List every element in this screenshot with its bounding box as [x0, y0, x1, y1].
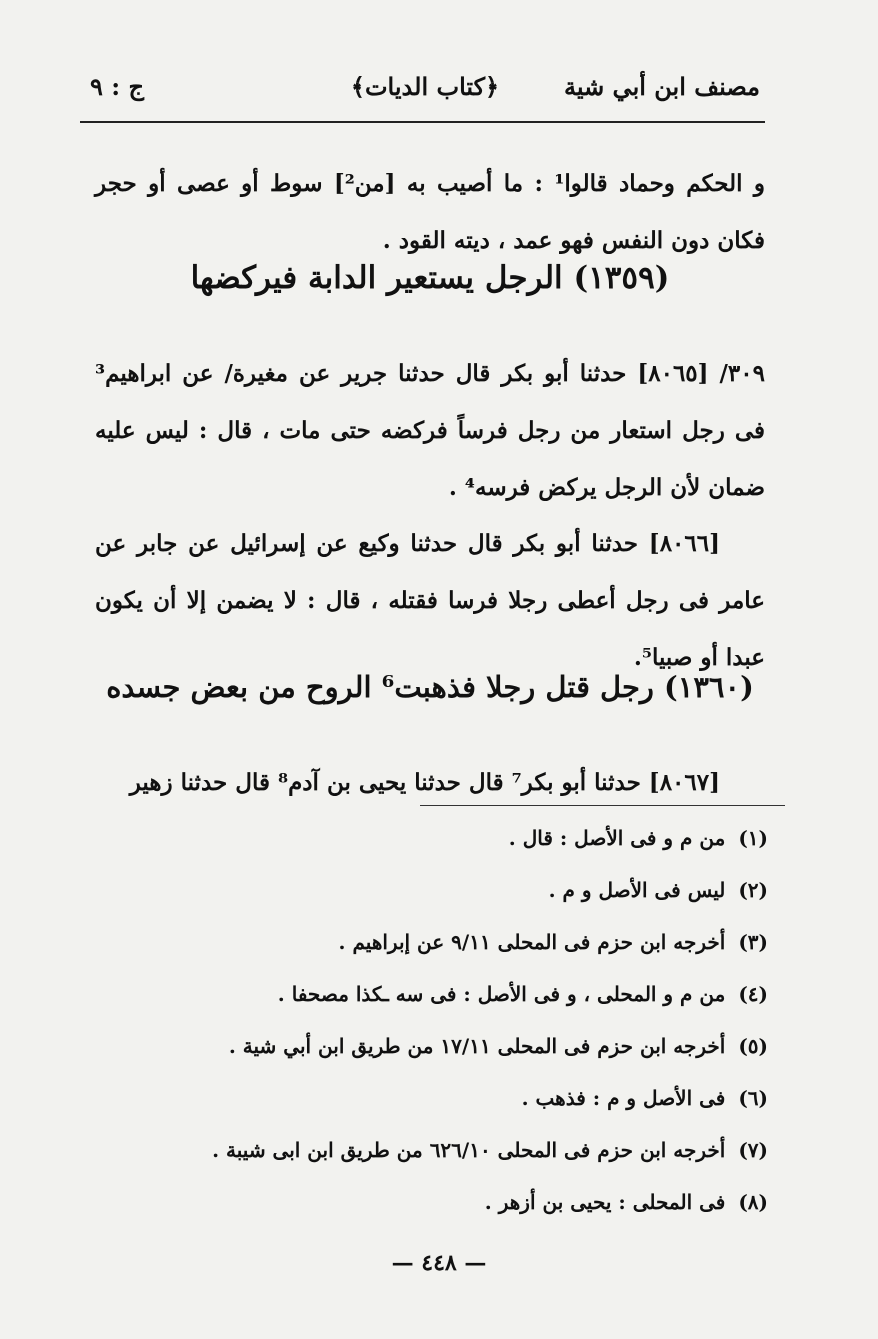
footnote [248, 826, 768, 878]
volume-number: ج : ٩ [90, 72, 144, 101]
footnote [248, 982, 768, 1034]
footnote [248, 878, 768, 930]
footnote-number: (٤) [738, 982, 768, 1006]
paragraph-1: و الحكم وحماد قالوا¹ : ما أصيب به [من²] سوط أو عصى أو حجر فكان دون النفس فهو عمد ، ديته القود . [95, 170, 765, 254]
footnote-number: (١) [738, 826, 768, 850]
footnote-number: (٧) [738, 1138, 768, 1162]
footnotes-list [212, 826, 768, 1242]
footnote-number: (٥) [738, 1034, 768, 1058]
footnote-number: (٨) [738, 1190, 768, 1214]
footnote-text: أخرجه ابن حزم فى المحلى ٩/١١ عن إبراهيم . [338, 930, 726, 954]
footnote [248, 1190, 768, 1242]
footnote [212, 1138, 768, 1190]
footnote-text: فى الأصل و م : فذهب . [521, 1086, 726, 1110]
footnote-text: من م و فى الأصل : قال . [508, 826, 726, 850]
footnote-text: فى المحلى : يحيى بن أزهر . [484, 1190, 726, 1214]
chapter-title: ﴿كتاب الديات﴾ [350, 72, 500, 101]
section-heading-1360: (١٣٦٠) رجل قتل رجلا فذهبت⁶ الروح من بعض جسده [106, 670, 754, 704]
book-title: مصنف ابن أبي شية [563, 72, 760, 101]
footnote-number: (٢) [738, 878, 768, 902]
page-number: — ٤٤٨ — [391, 1250, 487, 1276]
footnote-text: أخرجه ابن حزم فى المحلى ١٧/١١ من طريق ابن أبي شية . [228, 1034, 726, 1058]
footnote-text: من م و المحلى ، و فى الأصل : فى سه ـكذا مصحفا . [277, 982, 726, 1006]
footnote-number: (٣) [738, 930, 768, 954]
footnote [248, 930, 768, 982]
paragraph-8067: [٨٠٦٧] حدثنا أبو بكر⁷ قال حدثنا يحيى بن آدم⁸ قال حدثنا زهير [129, 769, 720, 796]
footnote-rule [420, 805, 785, 806]
footnote [228, 1034, 768, 1086]
paragraph-8066: [٨٠٦٦] حدثنا أبو بكر قال حدثنا وكيع عن إسرائيل عن جابر عن عامر فى رجل أعطى رجلا فرسا فقتله ، قال : لا يضمن إلا أن يكون عبدا أو صبيا⁵. [95, 530, 765, 671]
running-header [90, 66, 760, 118]
footnote [248, 1086, 768, 1138]
footnote-text: ليس فى الأصل و م . [548, 878, 726, 902]
footnote-number: (٦) [738, 1086, 768, 1110]
footnote-text: أخرجه ابن حزم فى المحلى ٦٢٦/١٠ من طريق ابن ابى شيبة . [212, 1138, 726, 1162]
section-heading-1359: (١٣٥٩) الرجل يستعير الدابة فيركضها [190, 260, 670, 296]
header-rule [80, 121, 765, 123]
paragraph-8065: ٣٠٩/ [٨٠٦٥] حدثنا أبو بكر قال حدثنا جرير عن مغيرة/ عن ابراهيم³ فى رجل استعار من رجل فرساً فركضه حتى مات ، قال : ليس عليه ضمان لأن الرجل يركض فرسه⁴ . [95, 360, 765, 501]
